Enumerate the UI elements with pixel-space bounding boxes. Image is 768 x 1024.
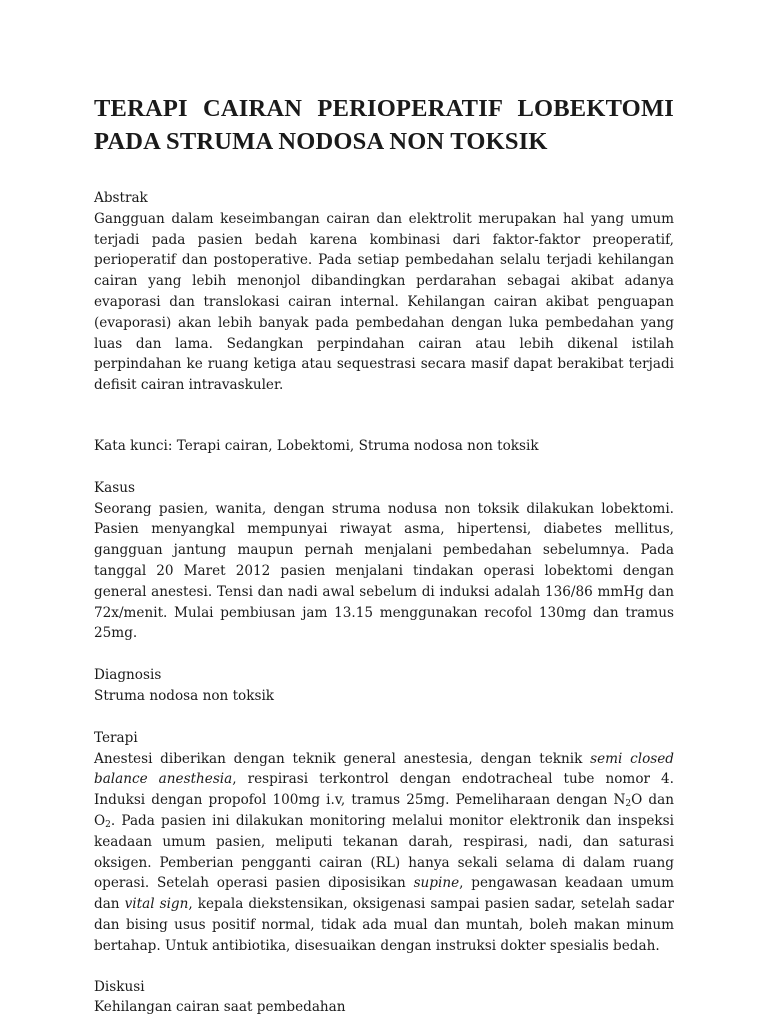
terapi-text-5: , pengawasan keadaan umum dan (94, 875, 675, 913)
keywords-line: Kata kunci: Terapi cairan, Lobektomi, Struma nodosa non toksik (94, 437, 539, 454)
diagnosis-heading: Diagnosis (94, 667, 162, 684)
diskusi-subheading: Kehilangan cairan saat pembedahan (94, 999, 346, 1016)
terapi-italic-supine: supine (413, 875, 460, 892)
abstrak-paragraph: Gangguan dalam keseimbangan cairan dan elektrolit merupakan hal yang umum terjadi pada pasien bedah karena kombinasi dari faktor-faktor preoperatif, perioperatif dan postoperative. Pada setiap pembedahan selalu terjadi kehilangan cairan yang lebih menonjol dibandingkan perdarahan sebagai akibat adanya evaporasi dan translokasi cairan internal. Kehilangan cairan akibat penguapan (evaporasi) akan lebih banyak pada pembedahan dengan luka pembedahan yang luas dan lama. Sedangkan perpindahan cairan atau lebih dikenal istilah perpindahan ke ruang ketiga atau sequestrasi secara masif dapat berakibat terjadi defisit cairan intravaskuler. (94, 210, 674, 394)
diagnosis-text: Struma nodosa non toksik (94, 687, 275, 704)
kasus-paragraph: Seorang pasien, wanita, dengan struma nodusa non toksik dilakukan lobektomi. Pasien menyangkal mempunyai riwayat asma, hipertensi, diabetes mellitus, gangguan jantung maupun pernah menjalani pembedahan sebelumnya. Pada tanggal 20 Maret 2012 pasien menjalani tindakan operasi lobektomi dengan general anestesi. Tensi dan nadi awal sebelum di induksi adalah 136/86 mmHg dan 72x/menit. Mulai pembiusan jam 13.15 menggunakan recofol 130mg dan tramus 25mg. (94, 500, 674, 642)
terapi-text-1: Anestesi diberikan dengan teknik general anestesia, dengan teknik (94, 750, 591, 767)
document-title: TERAPI CAIRAN PERIOPERATIF LOBEKTOMI PADA STRUMA NODOSA NON TOKSIK (94, 95, 674, 155)
terapi-paragraph (94, 749, 674, 957)
abstrak-heading: Abstrak (94, 190, 148, 206)
terapi-italic-vital-sign: vital sign (124, 896, 189, 913)
terapi-text-2: , respirasi terkontrol dengan endotracheal tube nomor 4. Induksi dengan propofol 100mg i.v, tramus 25mg. Pemeliharaan dengan N (94, 771, 674, 809)
terapi-heading: Terapi (94, 729, 138, 746)
terapi-italic-technique: semi closed balance anesthesia (94, 750, 674, 788)
terapi-text-6: , kepala diekstensikan, oksigenasi sampai pasien sadar, setelah sadar dan bising usus positif normal, tidak ada mual dan muntah, boleh makan minum bertahap. Untuk antibiotika, disesuaikan dengan instruksi dokter spesialis bedah. (94, 896, 674, 954)
kasus-heading: Kasus (94, 479, 135, 496)
o2-subscript: 2 (105, 819, 111, 830)
terapi-text-4: . Pada pasien ini dilakukan monitoring melalui monitor elektronik dan inspeksi keadaan umum pasien, meliputi tekanan darah, respirasi, nadi, dan saturasi oksigen. Pemberian pengganti cairan (RL) hanya sekali selama di dalam ruang operasi. Setelah operasi pasien diposisikan (94, 812, 674, 892)
diskusi-heading: Diskusi (94, 978, 145, 995)
n2o-subscript: 2 (625, 799, 632, 810)
terapi-text-3: O dan O (94, 792, 674, 829)
